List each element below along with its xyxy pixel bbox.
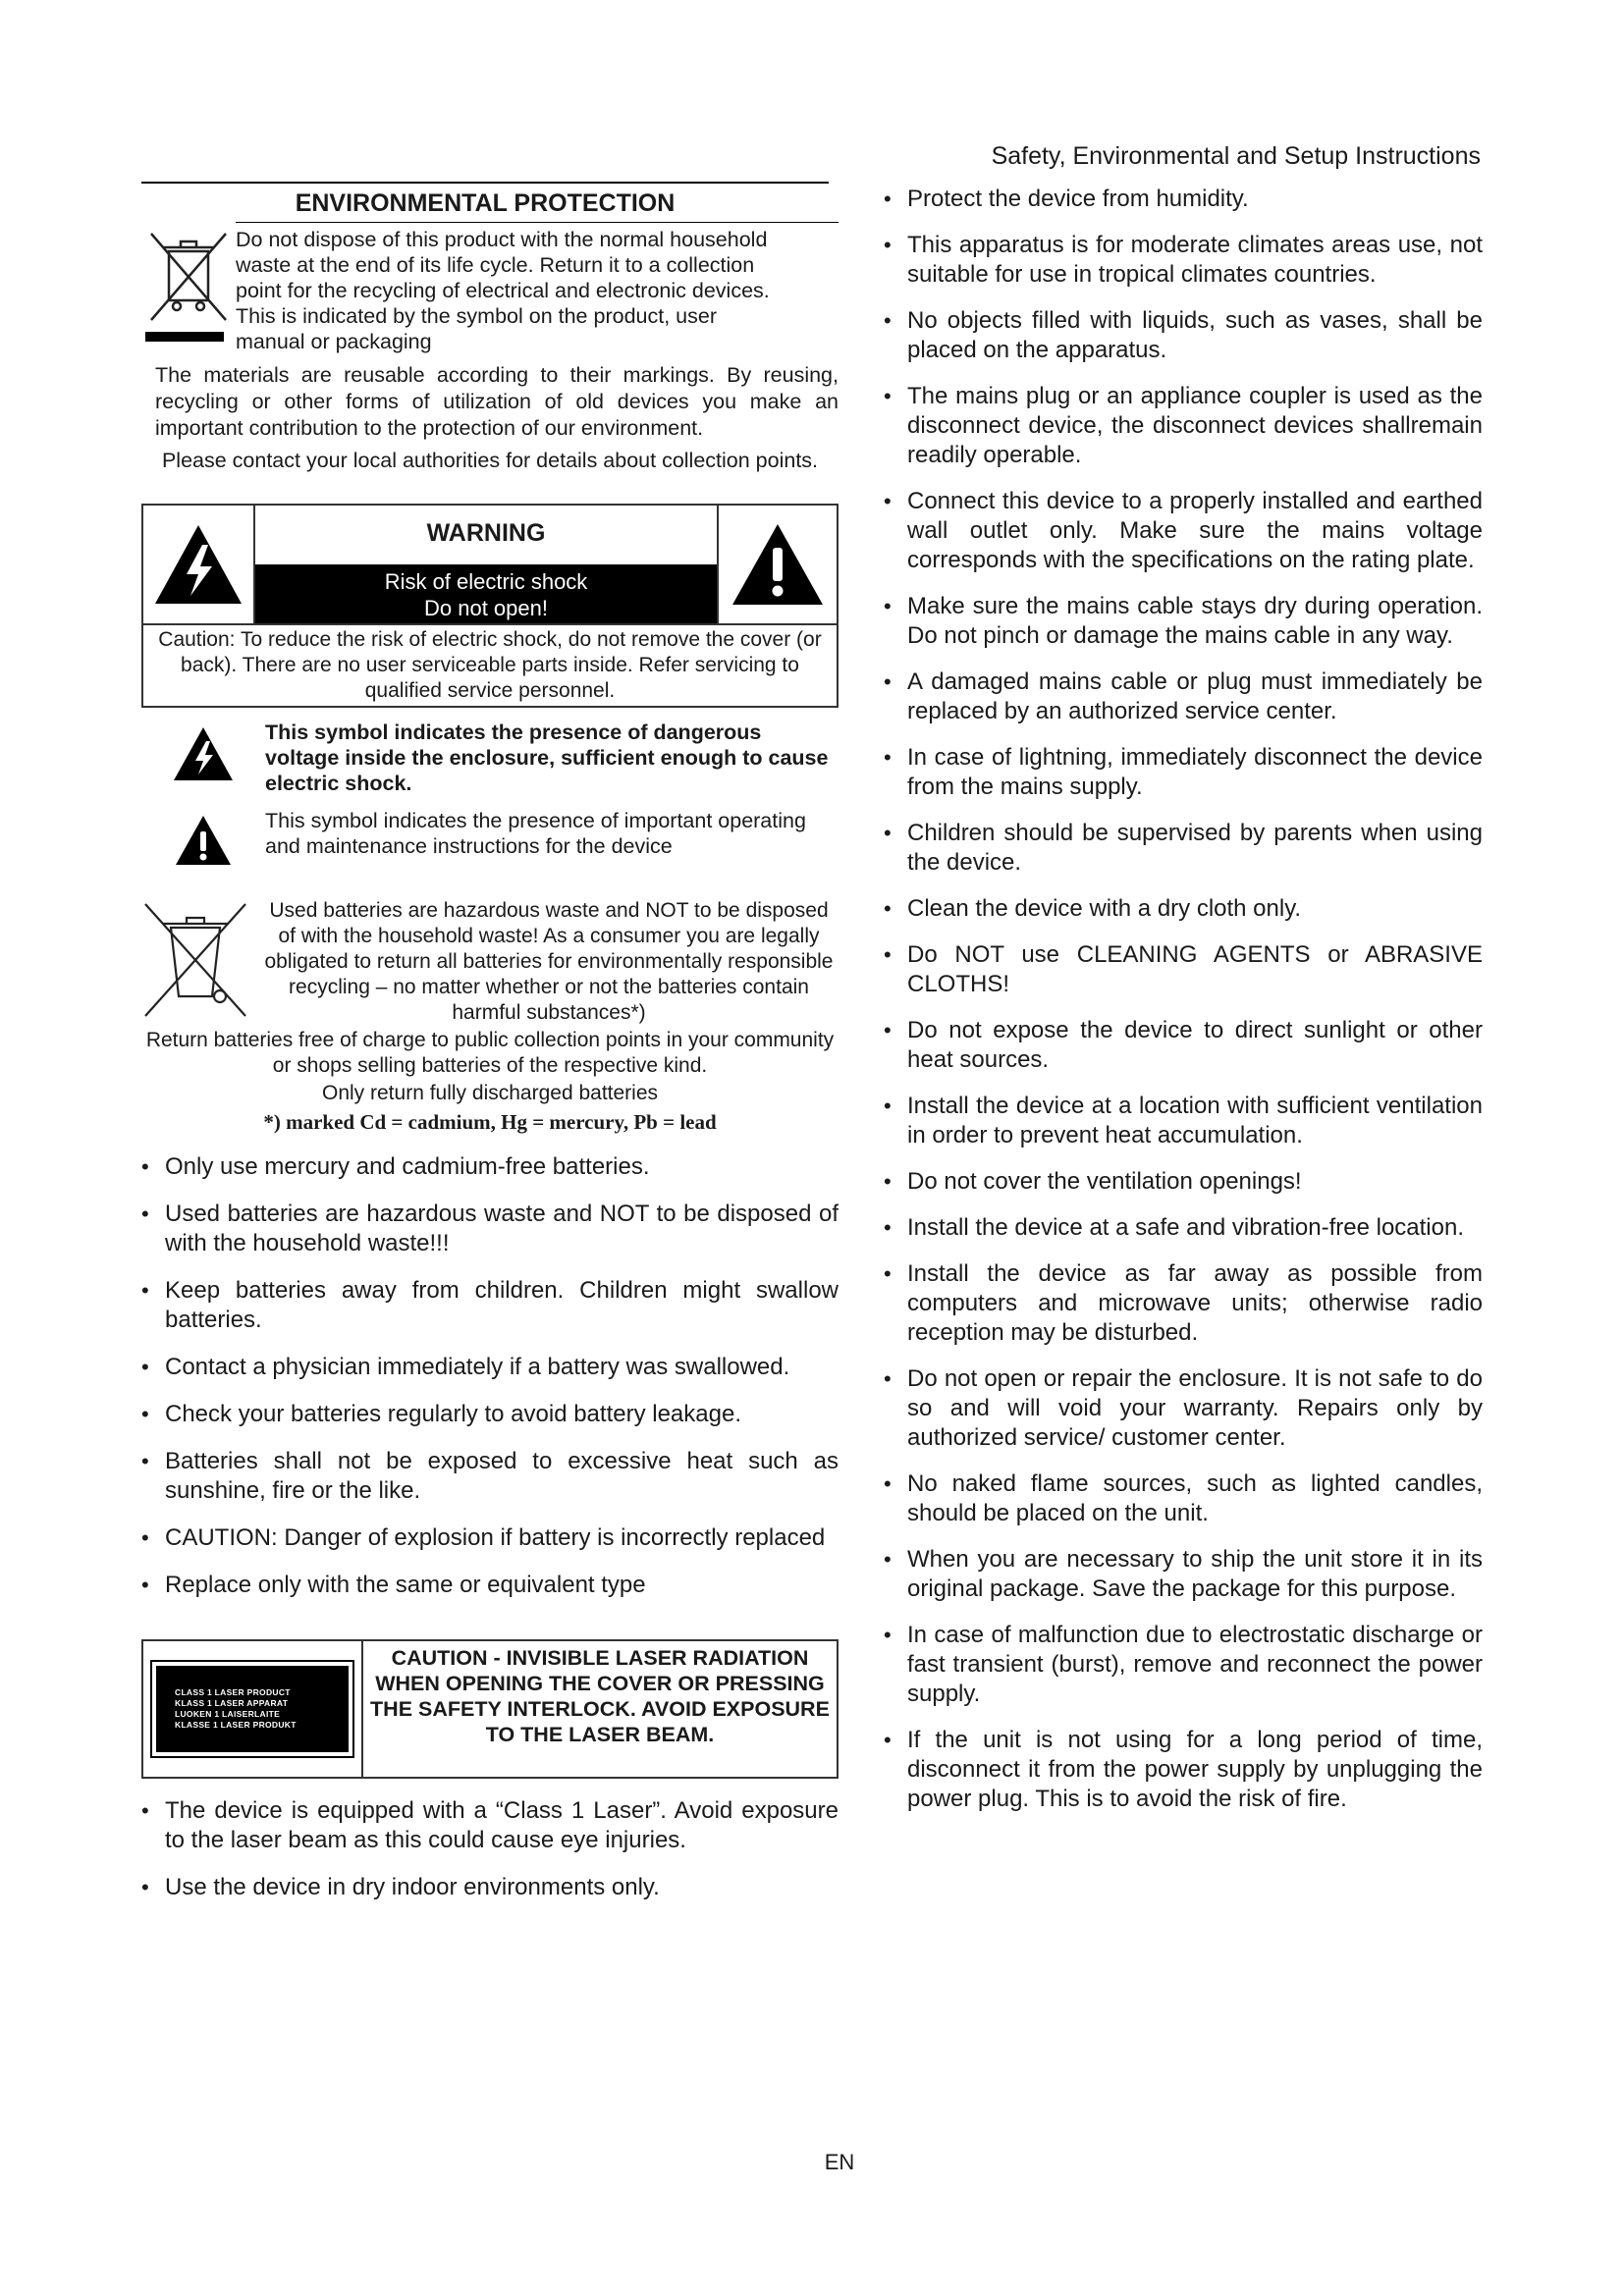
list-item: • This apparatus is for moderate climates areas use, not suitable for use in tropical climates countries.: [884, 231, 1483, 290]
list-item: • Do not open or repair the enclosure. It is not safe to do so and will void your warranty. Repairs only by authorized service/ customer center.: [884, 1364, 1483, 1453]
risk-of-shock-text: Risk of electric shock: [384, 569, 588, 594]
laser-label-line: LUOKEN 1 LAISERLAITE: [175, 1709, 281, 1719]
page-header-title: Safety, Environmental and Setup Instructions: [991, 142, 1481, 170]
list-item: • Use the device in dry indoor environments only.: [141, 1873, 839, 1902]
list-item: • Keep batteries away from children. Children might swallow batteries.: [141, 1276, 839, 1335]
list-item: • No objects filled with liquids, such as vases, shall be placed on the apparatus.: [884, 306, 1483, 365]
list-item: • Protect the device from humidity.: [884, 185, 1483, 214]
list-item: • Only use mercury and cadmium-free batteries.: [141, 1152, 839, 1182]
list-item: • Contact a physician immediately if a battery was swallowed.: [141, 1353, 839, 1382]
weee-line: waste at the end of its life cycle. Return it to a collection: [236, 253, 755, 277]
risk-of-shock-banner: [255, 564, 717, 623]
important-instructions-row: [141, 808, 839, 867]
warning-title: WARNING: [426, 519, 546, 547]
lightning-warning-icon: [153, 523, 244, 606]
warning-box: [141, 504, 839, 708]
battery-notice: [141, 898, 839, 1026]
weee-notice: [141, 222, 839, 354]
list-item: • CAUTION: Danger of explosion if battery is incorrectly replaced: [141, 1523, 839, 1553]
laser-label-line: CLASS 1 LASER PRODUCT: [175, 1687, 291, 1697]
weee-text: [236, 222, 839, 354]
crossed-bin-icon: [143, 226, 234, 344]
list-item: • Install the device as far away as possible from computers and microwave units; otherwise radio reception may be disturbed.: [884, 1259, 1483, 1348]
list-item: • Batteries shall not be exposed to excessive heat such as sunshine, fire or the like.: [141, 1447, 839, 1506]
battery-hazard-text: Used batteries are hazardous waste and NOT to be disposed of with the household waste! As a consumer you are legally obligated to return all batteries for environmentally responsible recycling – no matter whether or not the batteries contain harmful substances*): [264, 899, 834, 1024]
list-item: • Replace only with the same or equivalent type: [141, 1571, 839, 1600]
battery-discharged-text: Only return fully discharged batteries: [322, 1082, 658, 1104]
exclamation-symbol-icon: [174, 814, 233, 867]
dangerous-voltage-text: This symbol indicates the presence of dangerous voltage inside the enclosure, sufficient enough to cause electric shock.: [265, 721, 829, 795]
materials-reusable-text: The materials are reusable according to their markings. By reusing, recycling or other forms of utilization of old devices you make an important contribution to the protection of our environment.: [155, 363, 839, 440]
list-item: • Check your batteries regularly to avoid battery leakage.: [141, 1400, 839, 1429]
list-item: • In case of malfunction due to electrostatic discharge or fast transient (burst), remove and reconnect the power supply.: [884, 1621, 1483, 1709]
list-item: • Clean the device with a dry cloth only.: [884, 894, 1483, 924]
list-item: • If the unit is not using for a long period of time, disconnect it from the power supply by unplugging the power plug. This is to avoid the risk of fire.: [884, 1726, 1483, 1814]
right-column: [884, 185, 1483, 1814]
list-item: • Do NOT use CLEANING AGENTS or ABRASIVE CLOTHS!: [884, 940, 1483, 999]
warning-caution-text: Caution: To reduce the risk of electric shock, do not remove the cover (or back). There are no user serviceable parts inside. Refer servicing to qualified service personnel.: [143, 623, 837, 706]
battery-crossed-bin-icon: [141, 898, 249, 1026]
weee-line: point for the recycling of electrical and electronic devices.: [236, 279, 770, 302]
dangerous-voltage-row: [141, 720, 839, 796]
list-item: • Do not expose the device to direct sunlight or other heat sources.: [884, 1016, 1483, 1075]
left-column: [141, 182, 839, 1902]
list-item: • Used batteries are hazardous waste and NOT to be disposed of with the household waste!!!: [141, 1200, 839, 1258]
language-footer: EN: [824, 2150, 855, 2174]
battery-bullet-list: [141, 1152, 839, 1600]
list-item: • In case of lightning, immediately disconnect the device from the mains supply.: [884, 743, 1483, 802]
list-item: • Install the device at a safe and vibration-free location.: [884, 1213, 1483, 1243]
exclamation-warning-icon: [731, 522, 825, 607]
laser-label-line: KLASSE 1 LASER PRODUKT: [175, 1720, 297, 1730]
do-not-open-text: Do not open!: [424, 596, 548, 620]
list-item: • When you are necessary to ship the unit store it in its original package. Save the package for this purpose.: [884, 1545, 1483, 1604]
laser-caution-box: [141, 1639, 839, 1779]
important-instructions-text: This symbol indicates the presence of important operating and maintenance instructions for the device: [265, 809, 806, 858]
list-item: • Do not cover the ventilation openings!: [884, 1167, 1483, 1197]
list-item: • Install the device at a location with sufficient ventilation in order to prevent heat accumulation.: [884, 1092, 1483, 1150]
environmental-protection-title: ENVIRONMENTAL PROTECTION: [141, 182, 829, 218]
safety-bullet-list: [884, 185, 1483, 1814]
laser-caution-text: CAUTION - INVISIBLE LASER RADIATION WHEN OPENING THE COVER OR PRESSING THE SAFETY INTERLOCK. AVOID EXPOSURE TO THE LASER BEAM.: [370, 1646, 830, 1746]
list-item: • Children should be supervised by parents when using the device.: [884, 819, 1483, 878]
list-item: • The device is equipped with a “Class 1 Laser”. Avoid exposure to the laser beam as this could cause eye injuries.: [141, 1796, 839, 1855]
list-item: • Connect this device to a properly installed and earthed wall outlet only. Make sure the mains voltage corresponds with the specifications on the rating plate.: [884, 487, 1483, 575]
list-item: • A damaged mains cable or plug must immediately be replaced by an authorized service center.: [884, 667, 1483, 726]
contact-authorities-text: Please contact your local authorities for details about collection points.: [161, 449, 819, 472]
heavy-metals-note: *) marked Cd = cadmium, Hg = mercury, Pb = lead: [263, 1110, 717, 1134]
laser-bullet-list: [141, 1796, 839, 1902]
laser-label-line: KLASS 1 LASER APPARAT: [175, 1698, 289, 1708]
list-item: • Make sure the mains cable stays dry during operation. Do not pinch or damage the mains cable in any way.: [884, 592, 1483, 651]
battery-return-text: Return batteries free of charge to public collection points in your community or shops selling batteries of the respective kind.: [145, 1029, 835, 1077]
class1-laser-label: [156, 1666, 349, 1752]
weee-line: This is indicated by the symbol on the product, user: [236, 304, 717, 328]
list-item: • The mains plug or an appliance coupler is used as the disconnect device, the disconnect devices shallremain readily operable.: [884, 382, 1483, 470]
list-item: • No naked flame sources, such as lighted candles, should be placed on the unit.: [884, 1469, 1483, 1528]
lightning-symbol-icon: [172, 725, 235, 782]
weee-line: manual or packaging: [236, 330, 432, 353]
weee-line: Do not dispose of this product with the normal household: [236, 228, 768, 251]
